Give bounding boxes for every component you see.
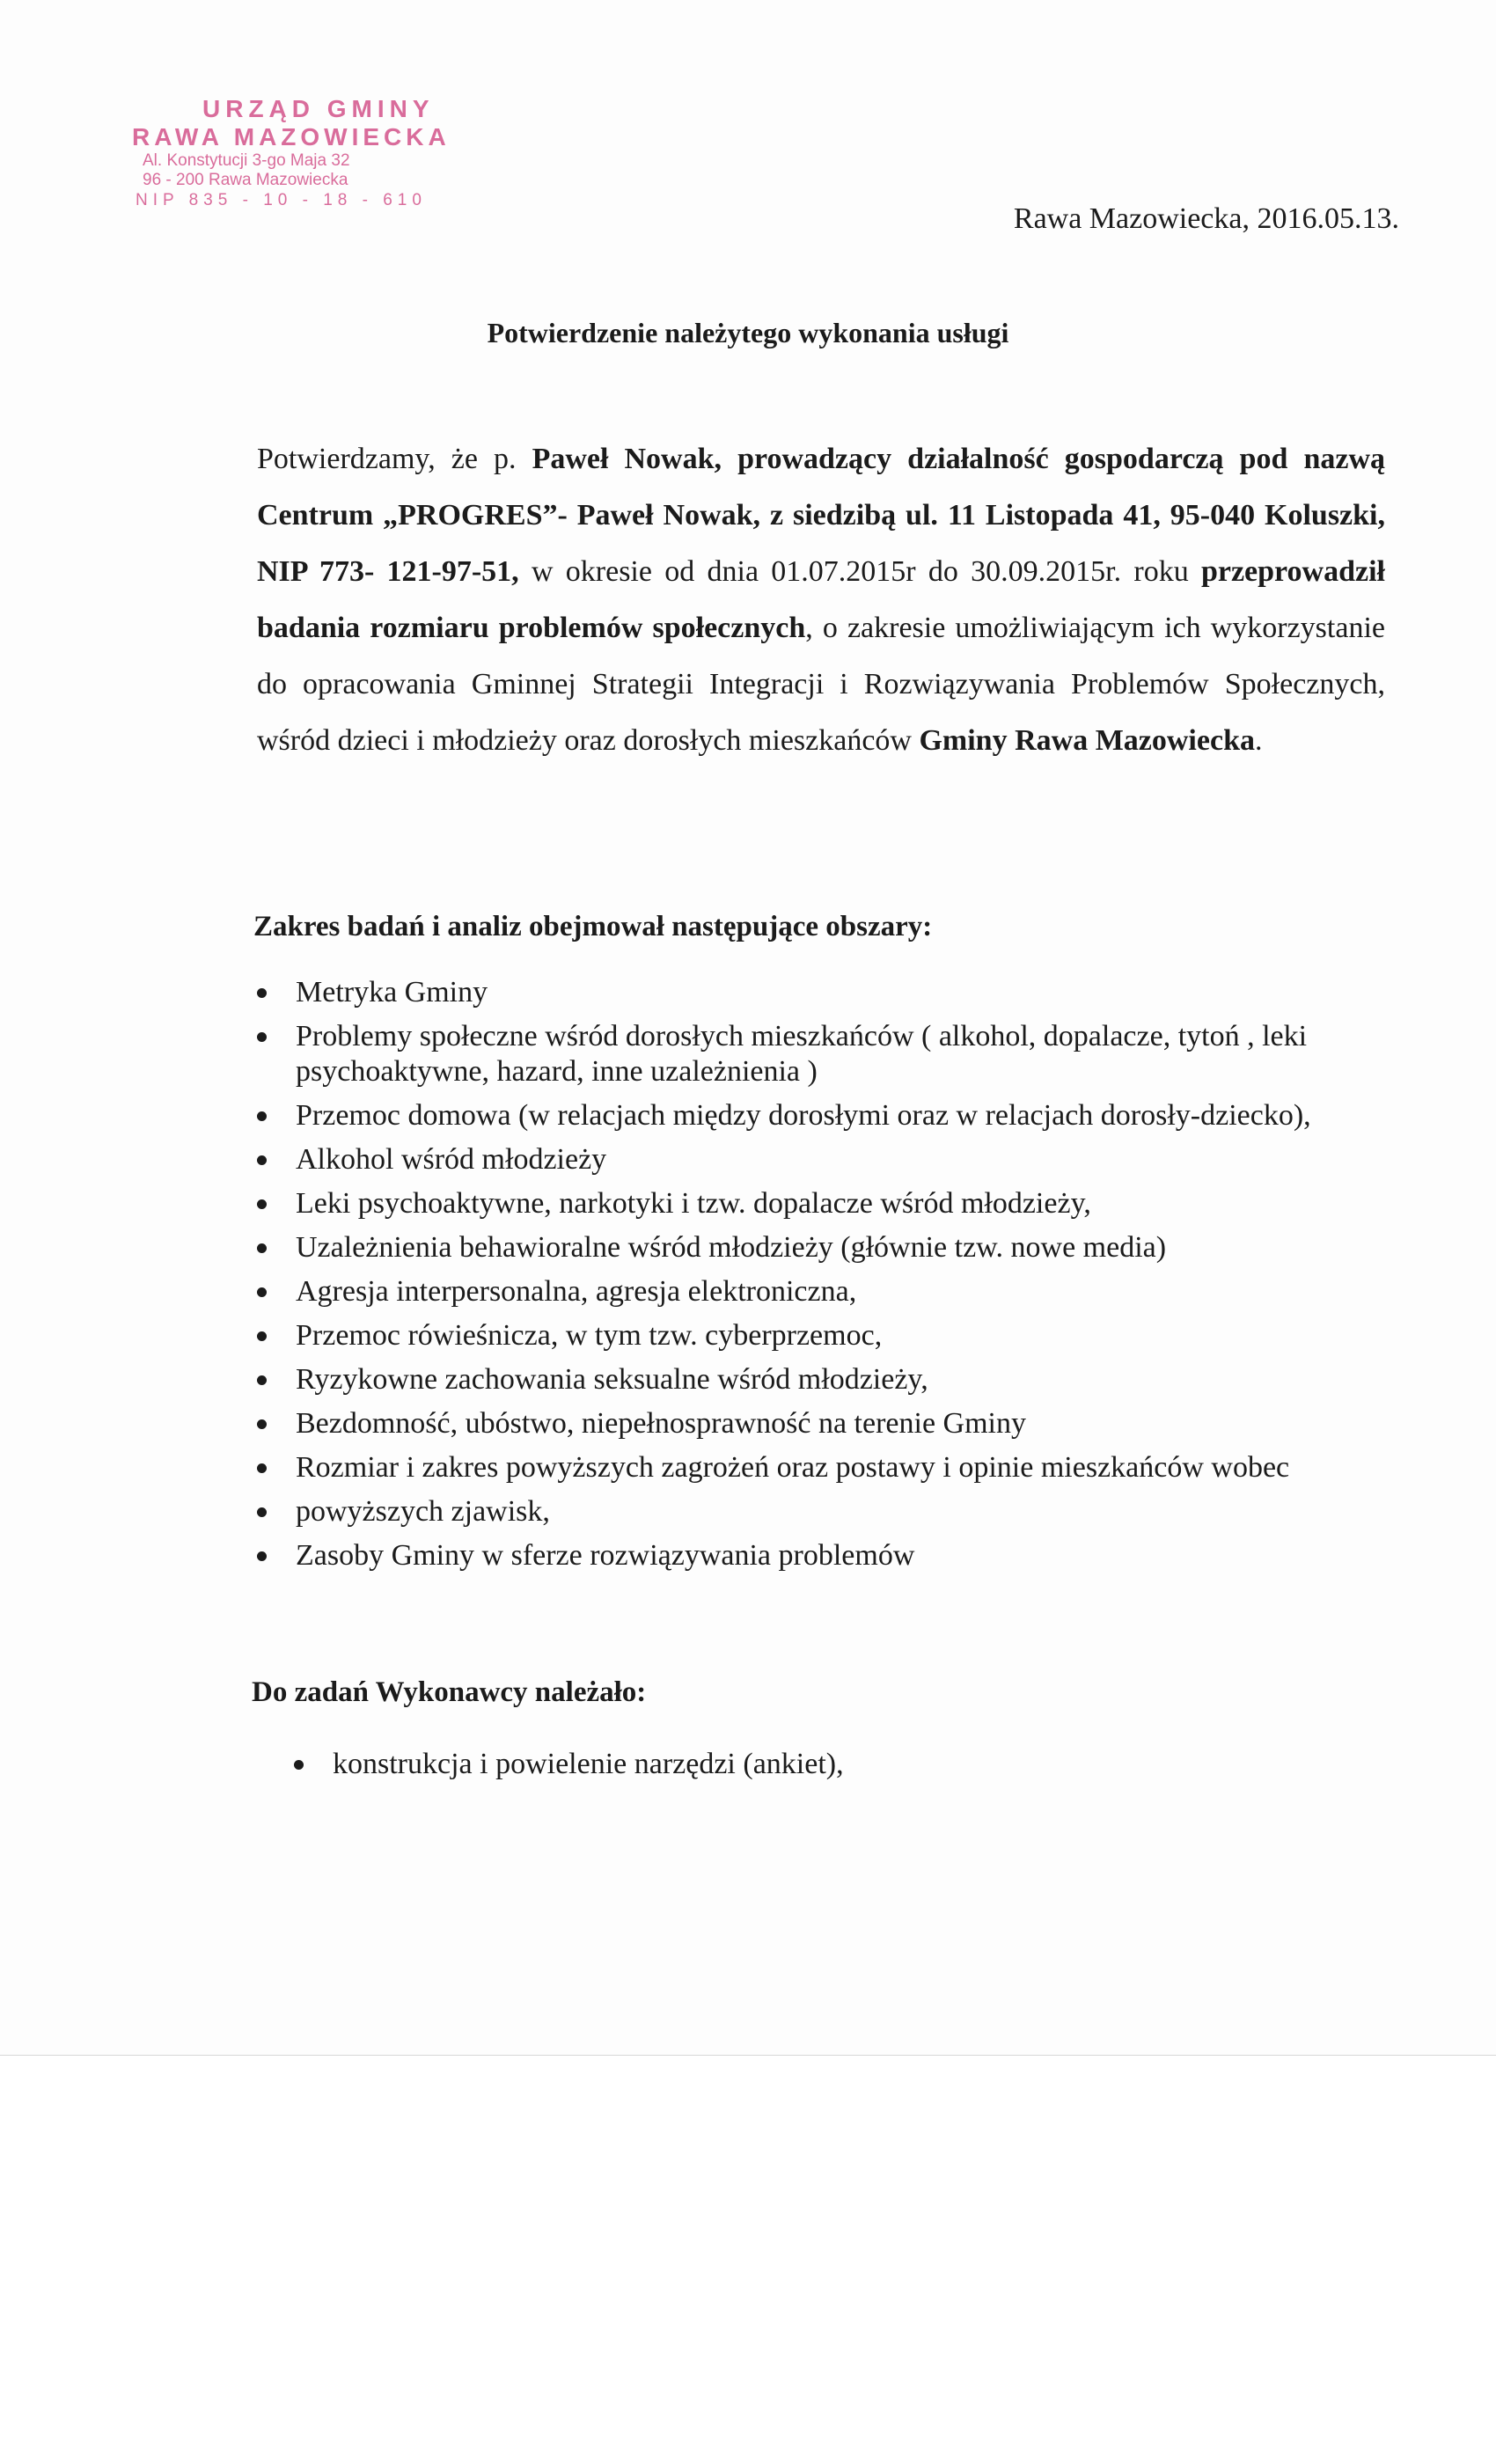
list-item [253,1538,1336,1573]
stamp-line-3: Al. Konstytucji 3-go Maja 32 [143,151,350,170]
list-item-text: Zasoby Gminy w sferze rozwiązywania problemów [296,1539,915,1572]
list-item [253,1450,1336,1485]
list-item [253,1406,1336,1441]
bullet-icon [257,1331,267,1341]
list-item [253,1098,1336,1133]
intro-paragraph [257,431,1385,769]
bullet-icon [257,988,267,998]
list-item-text: Problemy społeczne wśród dorosłych mieszkańców ( alkohol, dopalacze, tytoń , leki psychoaktywne, hazard, inne uzależnienia ) [296,1020,1308,1088]
bullet-icon [257,1375,267,1385]
bullet-icon [257,1032,267,1042]
bullet-icon [257,1243,267,1253]
list-item-text: Bezdomność, ubóstwo, niepełnosprawność na terenie Gminy [296,1407,1026,1440]
office-stamp [132,95,502,211]
list-item [253,1494,1336,1529]
list-item [253,1186,1336,1221]
stamp-line-4: 96 - 200 Rawa Mazowiecka [143,171,348,189]
list-item [253,1019,1336,1089]
list-item-text: powyższych zjawisk, [296,1495,550,1528]
stamp-line-2: RAWA MAZOWIECKA [132,123,451,150]
bullet-icon [257,1287,267,1297]
intro-text-2: w okresie od dnia 01.07.2015r do 30.09.2015r. roku [518,555,1201,588]
stamp-line-1: URZĄD GMINY [202,95,435,122]
scope-heading: Zakres badań i analiz obejmował następujące obszary: [253,911,933,942]
list-item-text: Alkohol wśród młodzieży [296,1143,607,1176]
tasks-heading: Do zadań Wykonawcy należało: [252,1676,647,1708]
bullet-icon [257,1111,267,1121]
bullet-icon [257,1551,267,1561]
list-item [253,1274,1336,1309]
bullet-icon [257,1507,267,1517]
intro-bold-3: Gminy Rawa Mazowiecka [919,724,1255,757]
intro-text-1: Potwierdzamy, że p. [257,443,532,475]
list-item-text: Leki psychoaktywne, narkotyki i tzw. dopalacze wśród młodzieży, [296,1187,1091,1220]
list-item [253,1362,1336,1397]
list-item [290,1747,1346,1782]
list-item-text: Przemoc rówieśnicza, w tym tzw. cyberprzemoc, [296,1319,883,1352]
intro-text-4: . [1254,724,1263,757]
bullet-icon [257,1199,267,1209]
list-item-text: konstrukcja i powielenie narzędzi (ankiet), [333,1748,844,1780]
tasks-list [290,1747,1346,1782]
list-item [253,975,1336,1010]
list-item [253,1318,1336,1353]
intro-bold-2: przeprowadził badania rozmiaru problemów społecznych [257,555,1385,644]
place-and-date: Rawa Mazowiecka, 2016.05.13. [1013,202,1399,235]
list-item [253,1142,1336,1177]
list-item-text: Metryka Gminy [296,976,488,1008]
bullet-icon [257,1155,267,1165]
list-item-text: Uzależnienia behawioralne wśród młodzieży (głównie tzw. nowe media) [296,1231,1167,1264]
scope-list [253,975,1336,1582]
list-item-text: Ryzykowne zachowania seksualne wśród młodzieży, [296,1363,928,1396]
bullet-icon [294,1760,304,1770]
list-item-text: Rozmiar i zakres powyższych zagrożeń oraz postawy i opinie mieszkańców wobec [296,1451,1290,1484]
intro-bold-1: Paweł Nowak, prowadzący działalność gospodarczą pod nazwą Centrum „PROGRES”- Paweł Nowak, z siedzibą ul. 11 Listopada 41, 95-040 Koluszki, NIP 773- 121-97-51, [257,443,1385,588]
stamp-line-5: NIP 835 - 10 - 18 - 610 [136,191,427,209]
list-item-text: Przemoc domowa (w relacjach między dorosłymi oraz w relacjach dorosły-dziecko), [296,1099,1311,1132]
intro-text-3: , o zakresie umożliwiającym ich wykorzystanie do opracowania Gminnej Strategii Integracji i Rozwiązywania Problemów Społecznych, wśród dzieci i młodzieży oraz dorosłych mieszkańców [257,612,1385,757]
bullet-icon [257,1419,267,1429]
list-item [253,1230,1336,1265]
list-item-text: Agresja interpersonalna, agresja elektroniczna, [296,1275,857,1308]
document-title: Potwierdzenie należytego wykonania usługi [487,317,1009,348]
bullet-icon [257,1463,267,1473]
